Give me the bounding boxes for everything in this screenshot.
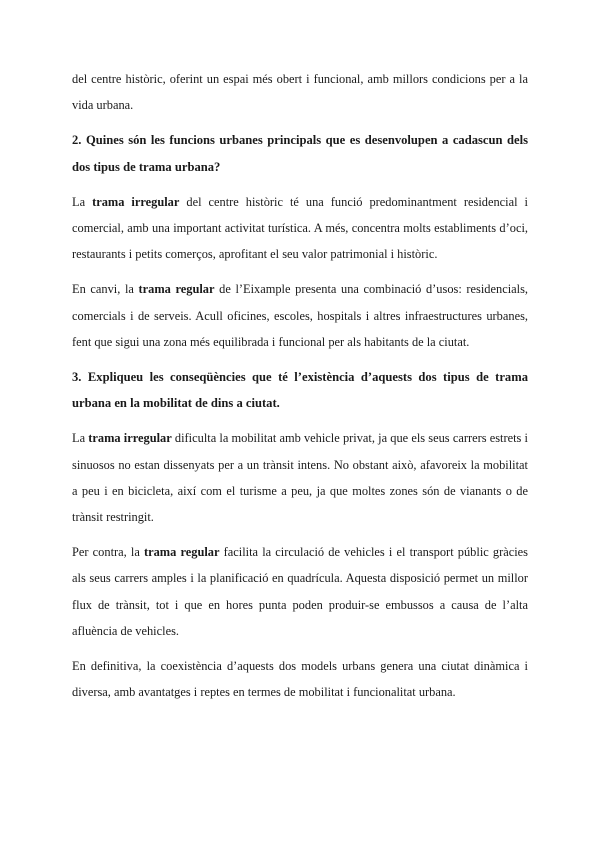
bold-term-trama-irregular: trama irregular <box>88 431 172 446</box>
text-run: de l’Eixample presenta una combinació d’usos: residencials, comercials i de serveis. Acull oficines, escoles, hospitals i altres infraestructures urbanes, fent que sigui una zona més equilibrada i funcional per als habitants de la ciutat. <box>72 282 528 349</box>
text-run: facilita la circulació de vehicles i el transport públic gràcies als seus carrers amples i la planificació en quadrícula. Aquesta disposició permet un millor flux de trànsit, tot i que en hores punta poden produir-se embussos a causa de l’alta afluència de vehicles. <box>72 545 528 638</box>
paragraph-conclusion: En definitiva, la coexistència d’aquests dos models urbans genera una ciutat dinàmica i diversa, amb avantatges i reptes en termes de mobilitat i funcionalitat urbana. <box>72 659 528 700</box>
text-run: Per contra, la <box>72 545 144 560</box>
text-run: En canvi, la <box>72 282 139 297</box>
bold-term-trama-regular: trama regular <box>138 282 215 297</box>
text-run: La <box>72 194 93 209</box>
paragraph-irregular-mobility <box>72 425 528 530</box>
question-2-heading: 2. Quines són les funcions urbanes principals que es desenvolupen a cadascun dels dos tipus de trama urbana? <box>72 133 528 174</box>
bold-term-trama-regular: trama regular <box>143 545 220 560</box>
text-run: del centre històric té una funció predominantment residencial i comercial, amb una important activitat turística. A més, concentra molts establiments d’oci, restaurants i petits comerços, aprofitant el seu valor patrimonial i històric. <box>72 194 528 262</box>
paragraph-continuation: del centre històric, oferint un espai més obert i funcional, amb millors condicions per a la vida urbana. <box>72 72 528 113</box>
bold-term-trama-irregular: trama irregular <box>92 194 180 209</box>
document-page <box>72 66 528 714</box>
text-run: La <box>72 431 89 446</box>
paragraph-irregular-functions <box>72 189 528 268</box>
paragraph-regular-functions <box>72 276 528 355</box>
question-3-heading: 3. Expliqueu les conseqüències que té l’existència d’aquests dos tipus de trama urbana en la mobilitat de dins a ciutat. <box>72 370 528 411</box>
text-run: dificulta la mobilitat amb vehicle privat, ja que els seus carrers estrets i sinuosos no estan dissenyats per a un trànsit intens. No obstant això, afavoreix la mobilitat a peu i en bicicleta, així com el turisme a peu, ja que moltes zones són de vianants o de trànsit restringit. <box>72 431 528 525</box>
paragraph-regular-mobility <box>72 539 528 644</box>
